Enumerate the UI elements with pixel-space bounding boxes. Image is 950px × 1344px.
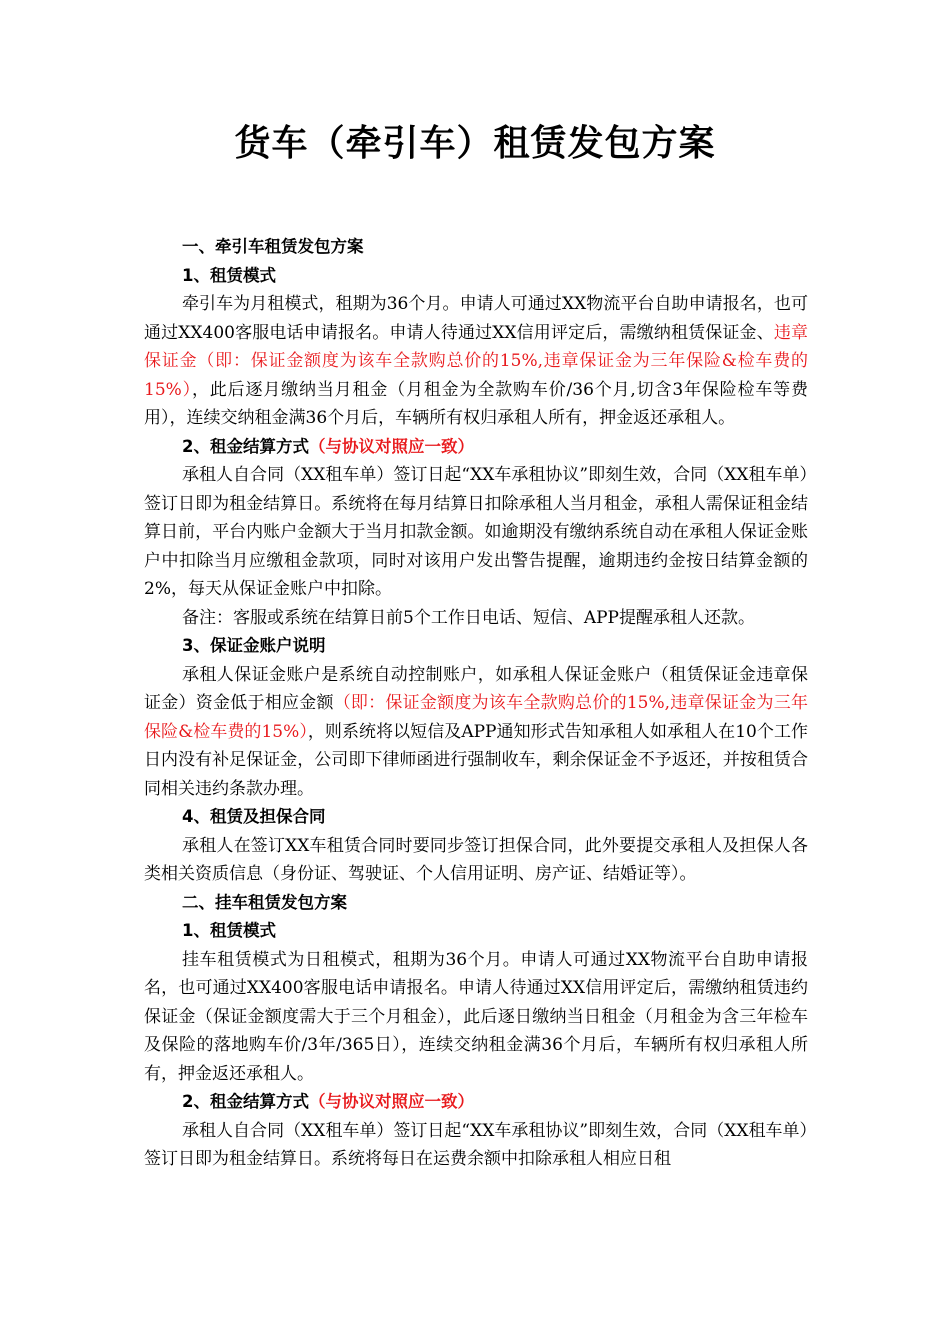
s1-sub2-note: 备注：客服或系统在结算日前5个工作日电话、短信、APP提醒承租人还款。 [182,607,755,628]
s1-sub4-paragraph: 承租人在签订XX车租赁合同时要同步签订担保合同，此外要提交承租人及担保人各类相关资质信息（身份证、驾驶证、个人信用证明、房产证、结婚证等）。 [144,835,808,884]
s1-sub2-heading-note: （与协议对照应一致） [308,436,474,456]
section1-heading: 一、牵引车租赁发包方案 [182,237,364,256]
s2-sub1-heading: 1、租赁模式 [182,921,276,940]
s1-sub1-text-a: 牵引车为月租模式，租期为36个月。申请人可通过XX物流平台自助申请报名，也可通过XX400客服电话申请报名。申请人待通过XX信用评定后，需缴纳租赁保证金、 [144,294,808,343]
s1-sub3-text-b: ，则系统将以短信及APP通知形式告知承租人如承租人在10个工作日内没有补足保证金，公司即下律师函进行强制收车，剩余保证金不予返还，并按租赁合同相关违约条款办理。 [144,721,808,799]
s1-sub2-heading: 2、租金结算方式 [182,436,309,456]
s1-sub1-heading: 1、租赁模式 [182,265,276,285]
s2-sub2-heading: 2、租金结算方式 [182,1092,309,1111]
s2-sub2-paragraph: 承租人自合同（XX租车单）签订日起“XX车承租协议”即刻生效，合同（XX租车单）签订日即为租金结算日。系统将每日在运费余额中扣除承租人相应日租 [144,1120,808,1169]
s1-sub3-paragraph [144,661,808,804]
s1-sub1-red-note: 违章保证金（即：保证金额度为该车全款购总价的15%,违章保证金为三年保险&检车费的15%） [144,322,809,400]
s1-sub2-heading-line [144,433,808,462]
s1-sub3-text-a: 承租人保证金账户是系统自动控制账户，如承租人保证金账户（租赁保证金违章保证金）资金低于相应金额 [144,664,808,713]
s1-sub4-heading: 4、租赁及担保合同 [182,807,326,826]
s1-sub3-red-note: （即：保证金额度为该车全款购总价的15%,违章保证金为三年保险&检车费的15%） [144,693,808,742]
s1-sub3-heading: 3、保证金账户说明 [182,636,326,655]
document-title: 货车（牵引车）租赁发包方案 [234,123,716,164]
s1-sub1-text-b: ，此后逐月缴纳当月租金（月租金为全款购车价/36个月,切含3年保险检车等费用），连续交纳租金满36个月后，车辆所有权归承租人所有，押金返还承租人。 [144,379,808,428]
section2-heading: 二、挂车租赁发包方案 [182,892,347,912]
s2-sub2-heading-note: （与协议对照应一致） [308,1092,474,1111]
s1-sub2-paragraph: 承租人自合同（XX租车单）签订日起“XX车承租协议”即刻生效，合同（XX租车单）签订日即为租金结算日。系统将在每月结算日扣除承租人当月租金，承租人需保证租金结算日前，平台内账户金额大于当月扣款金额。如逾期没有缴纳系统自动在承租人保证金账户中扣除当月应缴租金款项，同时对该用户发出警告提醒，逾期违约金按日结算金额的2%，每天从保证金账户中扣除。 [144,465,808,599]
s1-sub1-paragraph [144,290,808,433]
s2-sub2-heading-line [144,1088,808,1117]
s2-sub1-paragraph: 挂车租赁模式为日租模式，租期为36个月。申请人可通过XX物流平台自助申请报名，也可通过XX400客服电话申请报名。申请人待通过XX信用评定后，需缴纳租赁违约保证金（保证金额度需大于三个月租金），此后逐日缴纳当日租金（月租金为含三年检车及保险的落地购车价/3年/365日），连续交纳租金满36个月后，车辆所有权归承租人所有，押金返还承租人。 [144,949,808,1084]
document-body [144,233,808,1174]
